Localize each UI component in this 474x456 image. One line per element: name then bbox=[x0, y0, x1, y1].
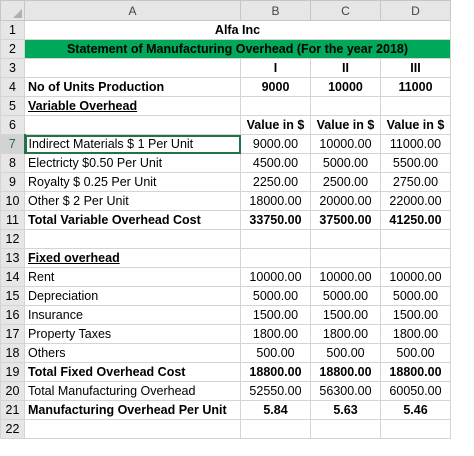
sheet-row bbox=[1, 230, 451, 249]
cell-b[interactable]: I bbox=[241, 59, 311, 78]
column-header-a[interactable]: A bbox=[25, 1, 241, 21]
cell-d[interactable]: 11000 bbox=[381, 78, 451, 97]
cell-d[interactable] bbox=[381, 420, 451, 439]
sheet-row bbox=[1, 211, 451, 230]
cell-d[interactable]: Value in $ bbox=[381, 116, 451, 135]
cell-a[interactable]: No of Units Production bbox=[25, 78, 241, 97]
row-header[interactable]: 1 bbox=[1, 21, 25, 40]
cell-a[interactable]: Total Manufacturing Overhead bbox=[25, 382, 241, 401]
row-header[interactable]: 12 bbox=[1, 230, 25, 249]
sheet-row bbox=[1, 21, 451, 40]
row-header[interactable]: 7 bbox=[1, 135, 25, 154]
column-header-d[interactable]: D bbox=[381, 1, 451, 21]
cell-b[interactable]: 18000.00 bbox=[241, 192, 311, 211]
cell-c[interactable]: 10000.00 bbox=[311, 135, 381, 154]
cell-c[interactable]: 37500.00 bbox=[311, 211, 381, 230]
cell-b[interactable]: 1500.00 bbox=[241, 306, 311, 325]
cell-d[interactable]: 5500.00 bbox=[381, 154, 451, 173]
cell-b[interactable]: 1800.00 bbox=[241, 325, 311, 344]
sheet-row bbox=[1, 78, 451, 97]
cell-c[interactable] bbox=[311, 420, 381, 439]
cell-c[interactable] bbox=[311, 97, 381, 116]
row-header[interactable]: 21 bbox=[1, 401, 25, 420]
sheet-row bbox=[1, 192, 451, 211]
cell-b[interactable]: 33750.00 bbox=[241, 211, 311, 230]
cell-a[interactable] bbox=[25, 230, 241, 249]
cell-b[interactable]: 9000 bbox=[241, 78, 311, 97]
cell-b[interactable]: 9000.00 bbox=[241, 135, 311, 154]
cell-b[interactable] bbox=[241, 230, 311, 249]
cell-a[interactable]: Royalty $ 0.25 Per Unit bbox=[25, 173, 241, 192]
cell-d[interactable]: 500.00 bbox=[381, 344, 451, 363]
cell-a[interactable]: Total Variable Overhead Cost bbox=[25, 211, 241, 230]
sheet-row bbox=[1, 420, 451, 439]
cell-c[interactable]: Value in $ bbox=[311, 116, 381, 135]
row-header[interactable]: 10 bbox=[1, 192, 25, 211]
cell-b[interactable]: 18800.00 bbox=[241, 363, 311, 382]
cell-b[interactable]: 10000.00 bbox=[241, 268, 311, 287]
cell-c[interactable]: 18800.00 bbox=[311, 363, 381, 382]
row-header[interactable]: 16 bbox=[1, 306, 25, 325]
sheet-row bbox=[1, 287, 451, 306]
cell-d[interactable] bbox=[381, 230, 451, 249]
cell-c[interactable]: 10000 bbox=[311, 78, 381, 97]
cell-d[interactable]: 2750.00 bbox=[381, 173, 451, 192]
sheet-row bbox=[1, 40, 451, 59]
sheet-row bbox=[1, 306, 451, 325]
row-header[interactable]: 9 bbox=[1, 173, 25, 192]
cell-a[interactable]: Indirect Materials $ 1 Per Unit bbox=[25, 135, 241, 154]
row-header[interactable]: 2 bbox=[1, 40, 25, 59]
row-header[interactable]: 17 bbox=[1, 325, 25, 344]
cell-b[interactable]: 5.84 bbox=[241, 401, 311, 420]
column-header-c[interactable]: C bbox=[311, 1, 381, 21]
cell-a[interactable]: Depreciation bbox=[25, 287, 241, 306]
cell-c[interactable]: 500.00 bbox=[311, 344, 381, 363]
sheet-row bbox=[1, 363, 451, 382]
cell-d[interactable]: 60050.00 bbox=[381, 382, 451, 401]
statement-title-cell[interactable]: Statement of Manufacturing Overhead (For the year 2018) bbox=[25, 40, 451, 59]
sheet-row bbox=[1, 344, 451, 363]
sheet-row bbox=[1, 325, 451, 344]
cell-c[interactable] bbox=[311, 249, 381, 268]
row-header[interactable]: 18 bbox=[1, 344, 25, 363]
cell-a[interactable]: Others bbox=[25, 344, 241, 363]
row-header[interactable]: 13 bbox=[1, 249, 25, 268]
cell-d[interactable]: 11000.00 bbox=[381, 135, 451, 154]
cell-c[interactable]: 10000.00 bbox=[311, 268, 381, 287]
sheet-row bbox=[1, 135, 451, 154]
cell-d[interactable]: 22000.00 bbox=[381, 192, 451, 211]
company-title-cell[interactable]: Alfa Inc bbox=[25, 21, 451, 40]
cell-d[interactable]: 18800.00 bbox=[381, 363, 451, 382]
cell-d[interactable] bbox=[381, 97, 451, 116]
row-header[interactable]: 15 bbox=[1, 287, 25, 306]
cell-a[interactable]: Total Fixed Overhead Cost bbox=[25, 363, 241, 382]
cell-a[interactable]: Variable Overhead bbox=[25, 97, 241, 116]
cell-c[interactable] bbox=[311, 230, 381, 249]
cell-d[interactable]: 1800.00 bbox=[381, 325, 451, 344]
cell-b[interactable] bbox=[241, 97, 311, 116]
cell-c[interactable]: 1500.00 bbox=[311, 306, 381, 325]
row-header[interactable]: 4 bbox=[1, 78, 25, 97]
cell-c[interactable]: 2500.00 bbox=[311, 173, 381, 192]
cell-c[interactable]: 1800.00 bbox=[311, 325, 381, 344]
cell-a[interactable]: Electricty $0.50 Per Unit bbox=[25, 154, 241, 173]
sheet-row bbox=[1, 116, 451, 135]
sheet-row bbox=[1, 401, 451, 420]
cell-d[interactable] bbox=[381, 249, 451, 268]
row-header[interactable]: 5 bbox=[1, 97, 25, 116]
sheet-row bbox=[1, 382, 451, 401]
cell-a[interactable]: Insurance bbox=[25, 306, 241, 325]
cell-b[interactable] bbox=[241, 420, 311, 439]
cell-b[interactable]: 4500.00 bbox=[241, 154, 311, 173]
sheet-row bbox=[1, 59, 451, 78]
cell-a[interactable]: Property Taxes bbox=[25, 325, 241, 344]
row-header[interactable]: 22 bbox=[1, 420, 25, 439]
cell-a[interactable]: Rent bbox=[25, 268, 241, 287]
sheet-row bbox=[1, 268, 451, 287]
cell-c[interactable]: 56300.00 bbox=[311, 382, 381, 401]
cell-c[interactable]: II bbox=[311, 59, 381, 78]
row-header[interactable]: 20 bbox=[1, 382, 25, 401]
cell-d[interactable]: 5000.00 bbox=[381, 287, 451, 306]
cell-a[interactable]: Manufacturing Overhead Per Unit bbox=[25, 401, 241, 420]
sheet-row bbox=[1, 154, 451, 173]
cell-a[interactable]: Fixed overhead bbox=[25, 249, 241, 268]
row-header[interactable]: 3 bbox=[1, 59, 25, 78]
select-all-triangle-icon bbox=[13, 9, 22, 18]
cell-d[interactable]: 10000.00 bbox=[381, 268, 451, 287]
cell-c[interactable]: 5.63 bbox=[311, 401, 381, 420]
column-header-row bbox=[1, 1, 451, 21]
sheet-row bbox=[1, 249, 451, 268]
cell-b[interactable]: 2250.00 bbox=[241, 173, 311, 192]
cell-d[interactable]: III bbox=[381, 59, 451, 78]
cell-a[interactable] bbox=[25, 420, 241, 439]
cell-a[interactable] bbox=[25, 116, 241, 135]
row-header[interactable]: 6 bbox=[1, 116, 25, 135]
cell-d[interactable]: 41250.00 bbox=[381, 211, 451, 230]
cell-b[interactable] bbox=[241, 249, 311, 268]
cell-b[interactable]: 500.00 bbox=[241, 344, 311, 363]
sheet-row bbox=[1, 97, 451, 116]
cell-d[interactable]: 5.46 bbox=[381, 401, 451, 420]
cell-c[interactable]: 5000.00 bbox=[311, 154, 381, 173]
row-header[interactable]: 8 bbox=[1, 154, 25, 173]
column-header-b[interactable]: B bbox=[241, 1, 311, 21]
cell-a[interactable] bbox=[25, 59, 241, 78]
cell-a[interactable]: Other $ 2 Per Unit bbox=[25, 192, 241, 211]
row-header[interactable]: 19 bbox=[1, 363, 25, 382]
cell-d[interactable]: 1500.00 bbox=[381, 306, 451, 325]
cell-b[interactable]: 52550.00 bbox=[241, 382, 311, 401]
sheet-row bbox=[1, 173, 451, 192]
cell-c[interactable]: 5000.00 bbox=[311, 287, 381, 306]
cell-b[interactable]: 5000.00 bbox=[241, 287, 311, 306]
select-all-corner[interactable] bbox=[1, 1, 25, 21]
row-header[interactable]: 11 bbox=[1, 211, 25, 230]
row-header[interactable]: 14 bbox=[1, 268, 25, 287]
cell-b[interactable]: Value in $ bbox=[241, 116, 311, 135]
cell-c[interactable]: 20000.00 bbox=[311, 192, 381, 211]
